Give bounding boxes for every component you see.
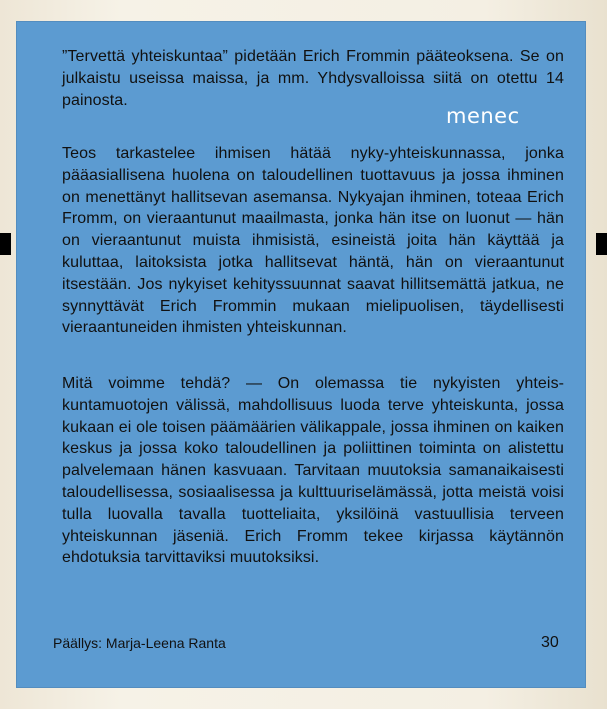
description-paragraph-text: Teos tarkastelee ihmisen hätää nyky-yhteiskunnassa, jonka pääasiallisena huolena on taloudellinen tuottavuus ja jossa ihminen on menettänyt hallitsevan asemansa. Nykyajan ihminen, toteaa Erich Fromm, on vieraantunut maailmasta, jonka hän itse on luonut — hän on vieraantunut muista ihmisistä, esineistä joita hän käyttää ja kuluttaa, laitoksista jotka hallitsevat häntä, hän on vieraantunut itsestään. Jos nykyiset kehityssuunnat saavat hillitsemättä jatkua, ne synnyttävät Erich Frommin mukaan mielipuolisen, täydellisesti vieraantuneiden ihmisten yhteiskunnan.	[62, 145, 564, 337]
stamp-text: menec	[446, 104, 520, 128]
description-paragraph	[62, 143, 564, 339]
cover-credit: Päällys: Marja-Leena Ranta	[53, 635, 226, 651]
solution-paragraph-text: Mitä voimme tehdä? — On olemassa tie nykyisten yhteiskuntamuotojen välissä, mahdollisuus luoda terve yhteiskunta, jossa kukaan ei ole toisen päämäärien välikappale, jossa ihminen on kaiken keskus ja jossa koko taloudellinen ja poliittinen toiminta on alistettu palvelemaan hänen kasvuaan. Tarvitaan muutoksia samanaikaisesti taloudellisessa, sosiaalisessa ja kulttuuriselämässä, jotta meistä voisi tulla luovalla tavalla tuotteliaita, yksilöinä vastuullisia terveen yhteiskunnan jäseniä. Erich Fromm tekee kirjassa käytännön ehdotuksia tarvittaviksi muutoksiksi.	[62, 375, 564, 567]
left-edge-marker	[0, 233, 11, 255]
solution-paragraph	[62, 373, 564, 569]
page-number: 30	[541, 634, 559, 651]
right-edge-marker	[596, 233, 607, 255]
intro-paragraph	[62, 46, 564, 111]
intro-paragraph-text: ”Tervettä yhteiskuntaa” pidetään Erich Frommin pääteoksena. Se on julkaistu useissa maissa, ja mm. Yhdysvalloissa siitä on otettu 14 painosta.	[62, 48, 564, 109]
